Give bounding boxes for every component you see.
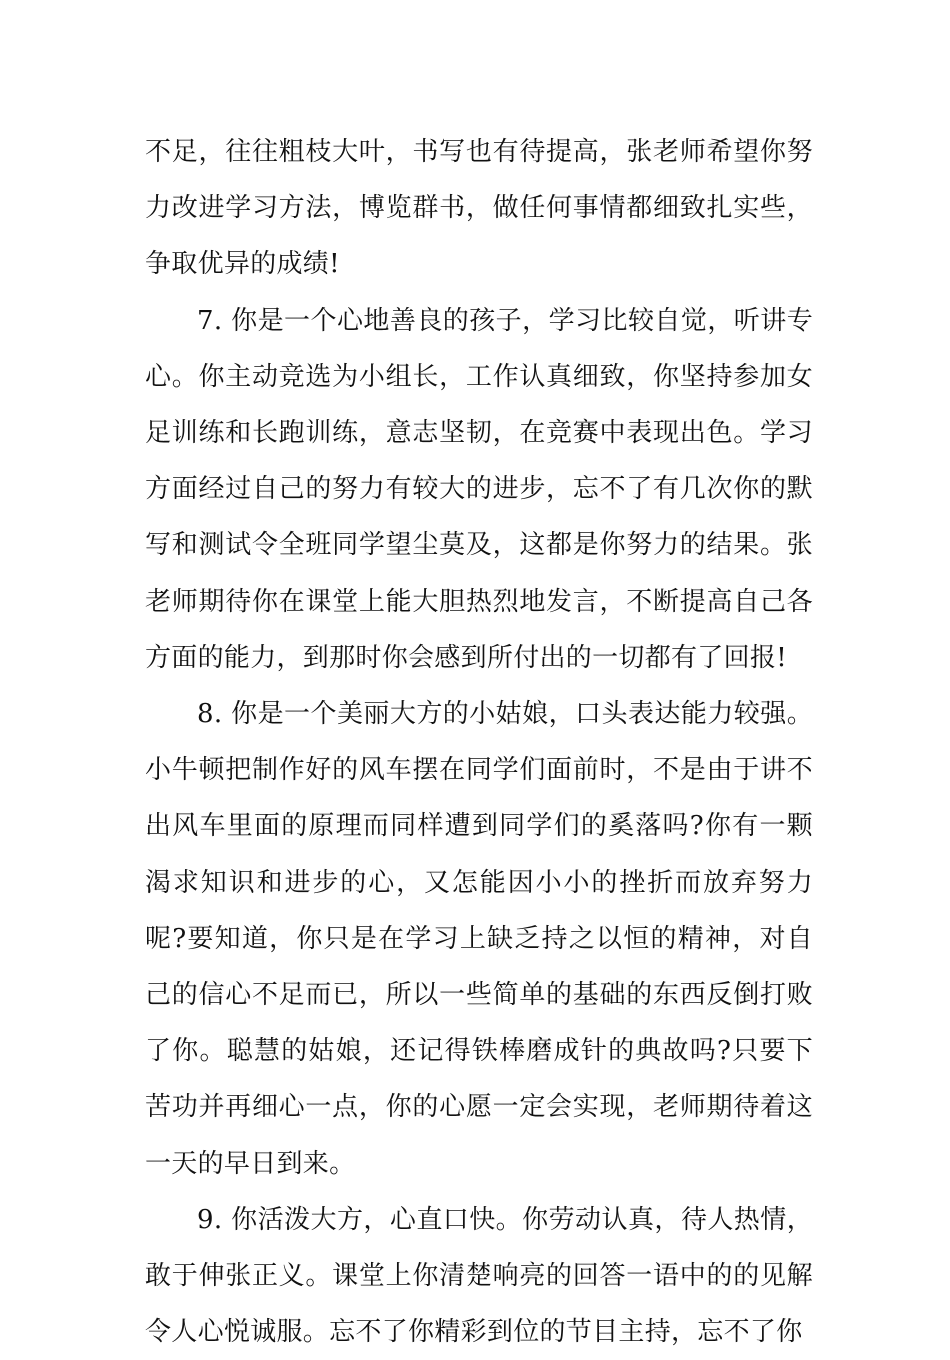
paragraph-comment-8: 8. 你是一个美丽大方的小姑娘，口头表达能力较强。小牛顿把制作好的风车摆在同学们面前时，不是由于讲不出风车里面的原理而同样遭到同学们的奚落吗?你有一颗渴求知识和进步的心，又怎能因小小的挫折而放弃努力呢?要知道，你只是在学习上缺乏持之以恒的精神，对自己的信心不足而已，所以一些简单的基础的东西反倒打败了你。聪慧的姑娘，还记得铁棒磨成针的典故吗?只要下苦功并再细心一点，你的心愿一定会实现，老师期待着这一天的早日到来。: [145, 699, 813, 1179]
paragraph-continuation: 不足，往往粗枝大叶，书写也有待提高，张老师希望你努力改进学习方法，博览群书，做任何事情都细致扎实些，争取优异的成绩!: [145, 137, 813, 280]
paragraph-comment-9: 9. 你活泼大方，心直口快。你劳动认真，待人热情，敢于伸张正义。课堂上你清楚响亮的回答一语中的的见解令人心悦诚服。忘不了你精彩到位的节目主持，忘不了你: [145, 1204, 813, 1348]
paragraph-comment-7: 7. 你是一个心地善良的孩子，学习比较自觉，听讲专心。你主动竞选为小组长，工作认真细致，你坚持参加女足训练和长跑训练，意志坚韧，在竞赛中表现出色。学习方面经过自己的努力有较大的进步，忘不了有几次你的默写和测试令全班同学望尘莫及，这都是你努力的结果。张老师期待你在课堂上能大胆热烈地发言，不断提高自己各方面的能力，到那时你会感到所付出的一切都有了回报!: [145, 305, 813, 673]
document-body: [145, 124, 813, 1360]
